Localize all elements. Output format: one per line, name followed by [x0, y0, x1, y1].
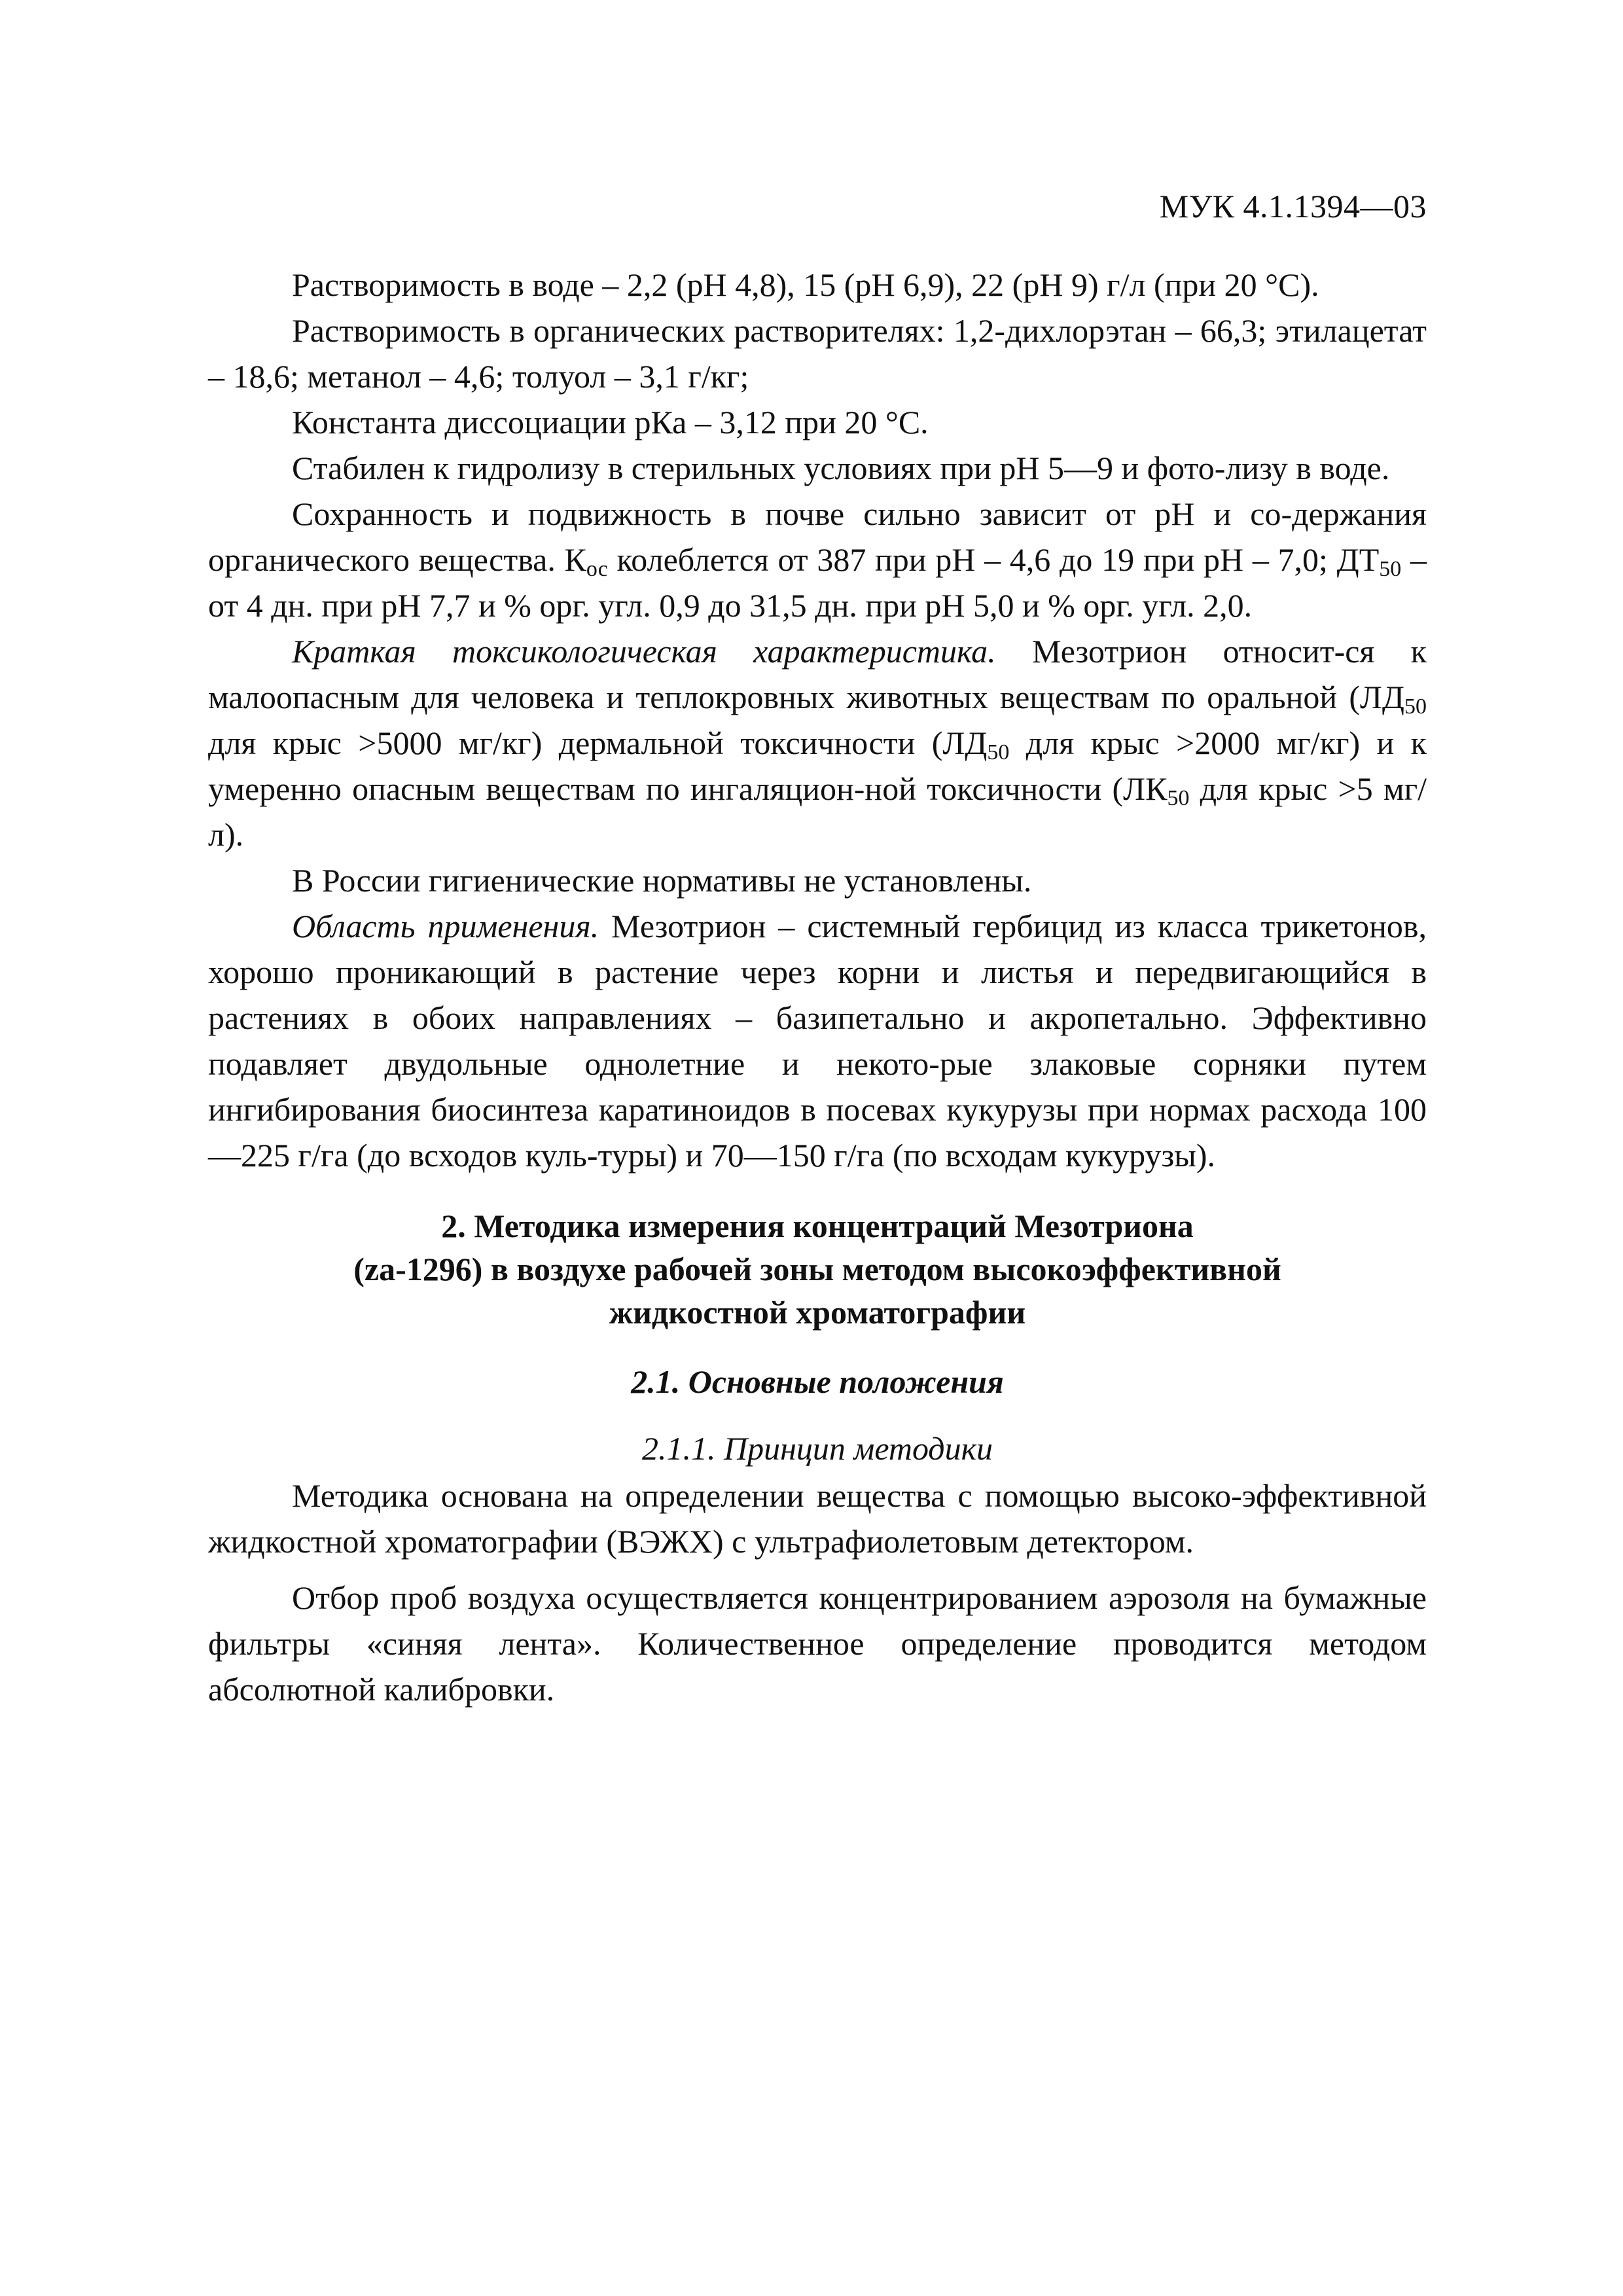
section-title	[208, 1204, 1427, 1334]
application-text: Мезотрион – системный гербицид из класса трикетонов, хорошо проникающий в растение через корни и листья и передвигающийся в растениях в обоих направлениях – базипетально и акропетально. Эффективно подавляет двудольные однолетние и некото-рые злаковые сорняки путем ингибирования биосинтеза каратиноидов в посевах кукурузы при нормах расхода 100—225 г/га (до всходов куль-туры) и 70—150 г/га (по всходам кукурузы).	[208, 908, 1427, 1174]
paragraph-toxicology	[208, 628, 1427, 857]
koc-subscript: ос	[586, 557, 608, 581]
toxicology-lead: Краткая токсикологическая характеристика.	[292, 633, 996, 670]
document-page	[208, 0, 1427, 2296]
paragraph-water-solubility: Растворимость в воде – 2,2 (рН 4,8), 15 (рН 6,9), 22 (рН 9) г/л (при 20 °С).	[292, 266, 1319, 303]
ld50-oral-subscript: 50	[1404, 694, 1427, 719]
section-title-line-3: жидкостной хроматографии	[609, 1294, 1026, 1331]
application-lead: Область применения.	[292, 908, 599, 944]
lc50-subscript: 50	[1167, 786, 1190, 810]
subsection-title: 2.1. Основные положения	[631, 1363, 1004, 1400]
tox-text-d: для крыс >5 мг/л).	[208, 770, 1427, 853]
dt50-subscript: 50	[1379, 557, 1402, 581]
tox-text-b: для крыс >5000 мг/кг) дермальной токсичности (ЛД	[208, 725, 988, 761]
document-body	[208, 262, 1427, 1712]
soil-text-b: колеблется от 387 при рН – 4,6 до 19 при рН – 7,0; ДТ	[607, 541, 1380, 578]
soil-text-c: – от 4 дн. при рН 7,7 и % орг. угл. 0,9 до 31,5 дн. при рН 5,0 и % орг. угл. 2,0.	[208, 541, 1427, 624]
paragraph-hygiene-norms: В России гигиенические нормативы не установлены.	[292, 862, 1032, 899]
paragraph-organic-solubility: Растворимость в органических растворителях: 1,2-дихлорэтан – 66,3; этилацетат – 18,6; метанол – 4,6; толуол – 3,1 г/кг;	[208, 312, 1427, 395]
paragraph-hydrolysis-stability: Стабилен к гидролизу в стерильных условиях при рН 5—9 и фото-лизу в воде.	[292, 450, 1390, 486]
document-code-header: МУК 4.1.1394—03	[1159, 188, 1427, 224]
section-title-line-2: (za-1296) в воздухе рабочей зоны методом высокоэффективной	[353, 1251, 1281, 1287]
paragraph-method-principle: Методика основана на определении вещества с помощью высоко-эффективной жидкостной хроматографии (ВЭЖХ) с ультрафиолетовым детектором.	[208, 1477, 1427, 1560]
paragraph-sampling: Отбор проб воздуха осуществляется концентрированием аэрозоля на бумажные фильтры «синяя лента». Количественное определение проводится методом абсолютной калибровки.	[208, 1579, 1427, 1708]
ld50-dermal-subscript: 50	[987, 740, 1010, 764]
paragraph-dissociation-constant: Константа диссоциации рКа – 3,12 при 20 °С.	[292, 404, 929, 440]
section-title-line-1: 2. Методика измерения концентраций Мезотриона	[441, 1208, 1194, 1244]
tox-text-c: для крыс >2000 мг/кг) и к умеренно опасным веществам по ингаляцион-ной токсичности (ЛК	[208, 725, 1427, 807]
subsubsection-title: 2.1.1. Принцип методики	[642, 1430, 993, 1467]
tox-text-a: Мезотрион относит-ся к малоопасным для человека и теплокровных животных веществам по оральной (ЛД	[208, 633, 1427, 715]
soil-text-a: Сохранность и подвижность в почве сильно зависит от рН и со-держания органического вещества. К	[208, 495, 1427, 578]
paragraph-application-area	[208, 903, 1427, 1178]
paragraph-soil-mobility	[208, 491, 1427, 628]
